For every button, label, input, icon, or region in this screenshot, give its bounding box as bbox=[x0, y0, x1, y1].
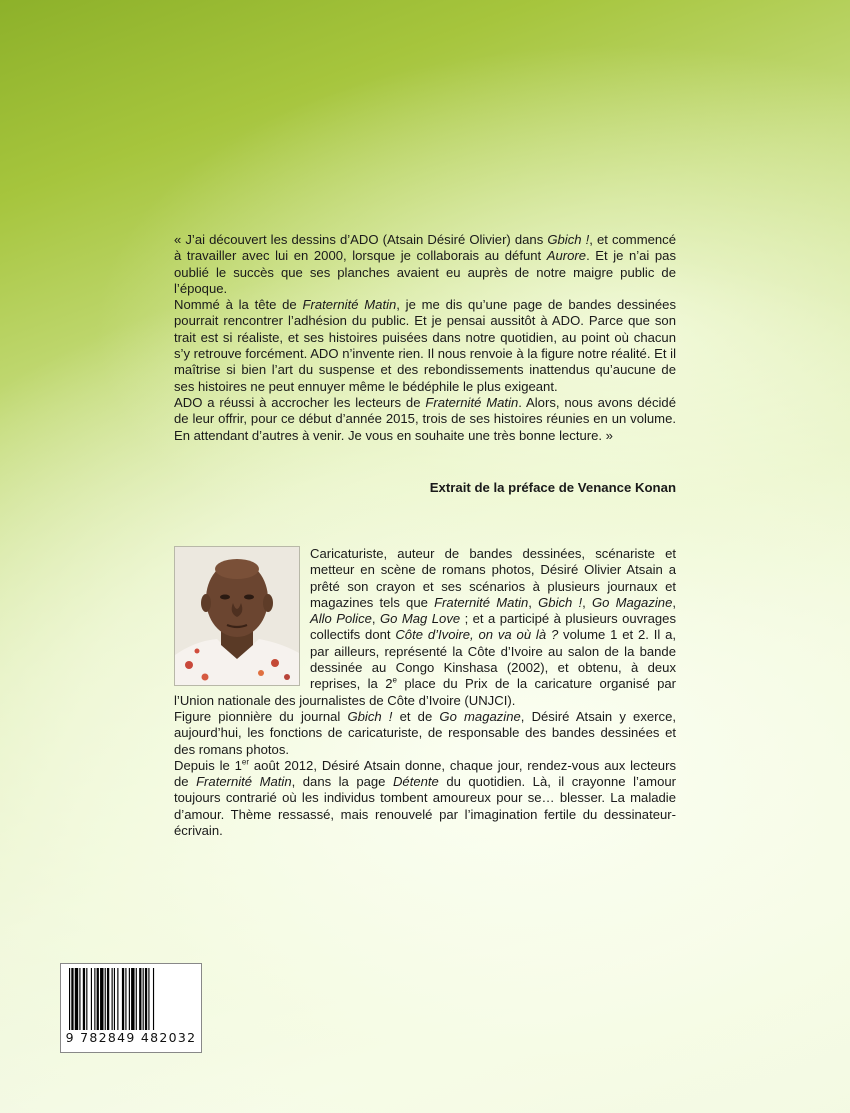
barcode-bar bbox=[153, 968, 154, 1030]
barcode-number: 9 782849 482032 bbox=[65, 1030, 197, 1045]
barcode-bar bbox=[91, 968, 92, 1030]
preface-paragraph-2: Nommé à la tête de Fraternité Matin, je me dis qu’une page de bandes dessinées pourrait rencontrer l’adhésion du public. Et je pensai aussitôt à ADO. Parce que son trait est si réaliste, et ses histoires puisées dans notre quotidien, au point où chacun s’y retrouve forcément. ADO n’invente rien. Il nous renvoie à la figure notre réalité. Et il maîtrise si bien l’art du suspense et des rebondissements inattendus qu’aucune de ses histoires ne peut ennuyer même le bédéphile le plus exigeant. bbox=[174, 297, 676, 394]
barcode-bar bbox=[97, 968, 99, 1030]
barcode-bar bbox=[79, 968, 80, 1030]
barcode-bar bbox=[143, 968, 144, 1030]
bio-paragraph-1: Caricaturiste, auteur de bandes dessinées, scénariste et metteur en scène de romans photos, Désiré Olivier Atsain a prêté son crayon et ses scénarios à plusieurs journaux et magazines tels que Fraternité Matin, Gbich !, Go Magazine, Allo Police, Go Mag Love ; et a participé à plusieurs ouvrages collectifs dont Côte d’Ivoire, on va où là ? volume 1 et 2. Il a, par ailleurs, représenté la Côte d’Ivoire au salon de la bande dessinée au Congo Kinshasa (2002), et obtenu, à deux reprises, la 2e place du Prix de la caricature organisé par l’Union nationale des journalistes de Côte d’Ivoire (UNJCI). bbox=[174, 546, 676, 708]
preface-paragraph-3: ADO a réussi à accrocher les lecteurs de Fraternité Matin. Alors, nous avons décidé de leur offrir, pour ce début d’année 2015, trois de ses histoires réunies en un volume. En attendant d’autres à venir. Je vous en souhaite une très bonne lecture. » bbox=[174, 394, 676, 443]
barcode-bar bbox=[114, 968, 115, 1030]
barcode-bar bbox=[94, 968, 95, 1030]
barcode-bar bbox=[112, 968, 113, 1030]
author-photo bbox=[174, 546, 300, 686]
barcode-bars bbox=[69, 968, 193, 1030]
barcode-bar bbox=[136, 968, 137, 1030]
barcode-bar bbox=[71, 968, 73, 1030]
barcode-bar bbox=[139, 968, 141, 1030]
bio-paragraph-2: Figure pionnière du journal Gbich ! et de Go magazine, Désiré Atsain y exerce, aujourd’hui, les fonctions de caricaturiste, de responsable des bandes dessinées et des romans photos. bbox=[174, 708, 676, 757]
barcode-bar bbox=[86, 968, 87, 1030]
isbn-barcode bbox=[60, 963, 202, 1053]
barcode-bar bbox=[122, 968, 124, 1030]
barcode-bar bbox=[75, 968, 78, 1030]
preface-paragraph-1: « J’ai découvert les dessins d’ADO (Atsain Désiré Olivier) dans Gbich !, et commencé à travailler avec lui en 2000, lorsque je collaborais au défunt Aurore. Et je n’ai pas oublié le succès que ses planches avaient eu auprès de notre maigre public de l’époque. bbox=[174, 232, 677, 296]
preface-excerpt bbox=[174, 232, 676, 444]
preface-signature: Extrait de la préface de Venance Konan bbox=[429, 480, 676, 495]
barcode-bar bbox=[107, 968, 109, 1030]
barcode-bar bbox=[69, 968, 70, 1030]
barcode-bar bbox=[125, 968, 126, 1030]
barcode-bar bbox=[129, 968, 130, 1030]
author-biography bbox=[174, 546, 676, 839]
barcode-bar bbox=[145, 968, 147, 1030]
barcode-bar bbox=[83, 968, 85, 1030]
barcode-bar bbox=[100, 968, 103, 1030]
author-portrait-illustration bbox=[175, 547, 299, 685]
barcode-bar bbox=[105, 968, 106, 1030]
bio-paragraph-3: Depuis le 1er août 2012, Désiré Atsain donne, chaque jour, rendez-vous aux lecteurs de Fraternité Matin, dans la page Détente du quotidien. Là, il crayonne l’amour toujours contrarié où les individus tombent amoureux pour se… blesser. La maladie d’amour. Thème ressassé, mais renouvelé par l’imagination fertile du dessinateur-écrivain. bbox=[174, 757, 676, 839]
barcode-bar bbox=[148, 968, 149, 1030]
barcode-bar bbox=[131, 968, 134, 1030]
barcode-bar bbox=[117, 968, 118, 1030]
